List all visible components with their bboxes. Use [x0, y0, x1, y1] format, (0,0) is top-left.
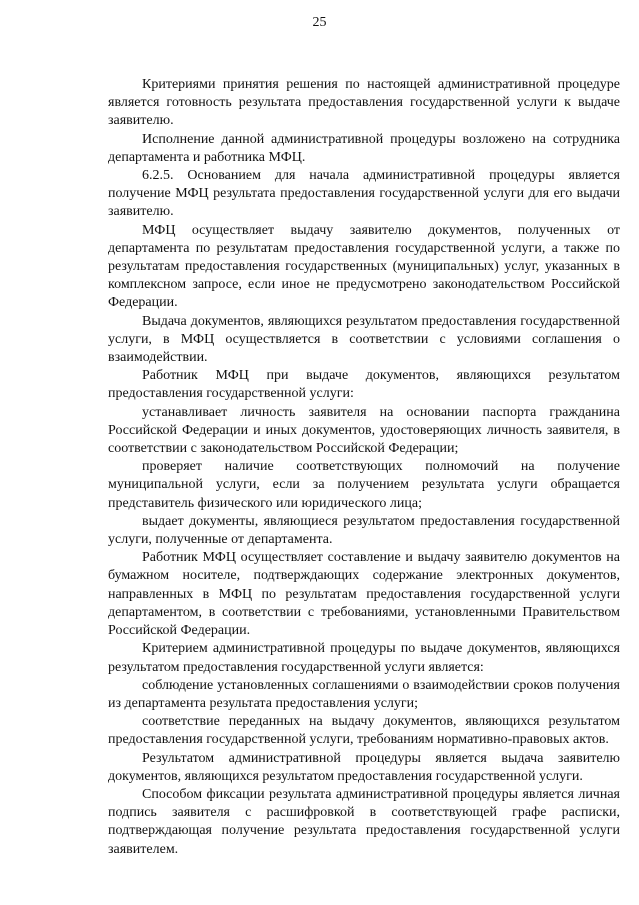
paragraph-regulatory-compliance: соответствие переданных на выдачу документов, являющихся результатом предоставления государственной услуги, требованиям нормативно-правовых актов.: [108, 714, 620, 748]
page-number: 25: [312, 15, 327, 30]
paragraph-mfc-worker-duties: Работник МФЦ при выдаче документов, являющихся результатом предоставления государственной услуги:: [108, 368, 620, 402]
paragraph-issuance-agreement: Выдача документов, являющихся результатом предоставления государственной услуги, в МФЦ осуществляется в соответствии с условиями соглашения о взаимодействии.: [108, 313, 620, 366]
document-body: [108, 76, 620, 859]
paragraph-fixation-method: Способом фиксации результата административной процедуры является личная подпись заявителя с расшифровкой в соответствующей графе расписки, подтверждающая получение результата предоставления государственной услуги заявителем.: [108, 786, 620, 857]
paragraph-issuance-criterion: Критерием административной процедуры по выдаче документов, являющихся результатом предоставления государственной услуги является:: [108, 641, 620, 675]
paragraph-execution-responsibility: Исполнение данной административной процедуры возложено на сотрудника департамента и работника МФЦ.: [108, 131, 620, 165]
paragraph-decision-criteria: Критериями принятия решения по настоящей административной процедуре является готовность результата предоставления государственной услуги к выдаче заявителю.: [108, 77, 620, 129]
paragraph-6-2-5-basis: 6.2.5. Основанием для начала административной процедуры является получение МФЦ результата предоставления государственной услуги для его выдачи заявителю.: [108, 168, 620, 220]
paragraph-paper-copies: Работник МФЦ осуществляет составление и выдачу заявителю документов на бумажном носителе, подтверждающих содержание электронных документов, направленных в МФЦ по результатам предоставления государственной услуги департаментом, в соответствии с требованиями, установленными Правительством Российской Федерации.: [108, 550, 620, 639]
paragraph-identity-check: устанавливает личность заявителя на основании паспорта гражданина Российской Федерации и иных документов, удостоверяющих личность заявителя, в соответствии с законодательством Российской Федерации;: [108, 404, 620, 457]
paragraph-authority-check: проверяет наличие соответствующих полномочий на получение муниципальной услуги, если за получением результата услуги обращается представитель физического или юридического лица;: [108, 459, 620, 511]
paragraph-procedure-result: Результатом административной процедуры является выдача заявителю документов, являющихся результатом предоставления государственной услуги.: [108, 750, 620, 784]
paragraph-issues-results: выдает документы, являющиеся результатом предоставления государственной услуги, полученные от департамента.: [108, 513, 620, 548]
paragraph-mfc-issues-documents: МФЦ осуществляет выдачу заявителю документов, полученных от департамента по результатам предоставления государственной услуги, а также по результатам предоставления государственных (муниципальных) услуг, указанных в комплексном запросе, если иное не предусмотрено законодательством Российской Федерации.: [108, 222, 620, 311]
paragraph-deadline-compliance: соблюдение установленных соглашениями о взаимодействии сроков получения из департамента результата предоставления услуги;: [108, 677, 620, 711]
